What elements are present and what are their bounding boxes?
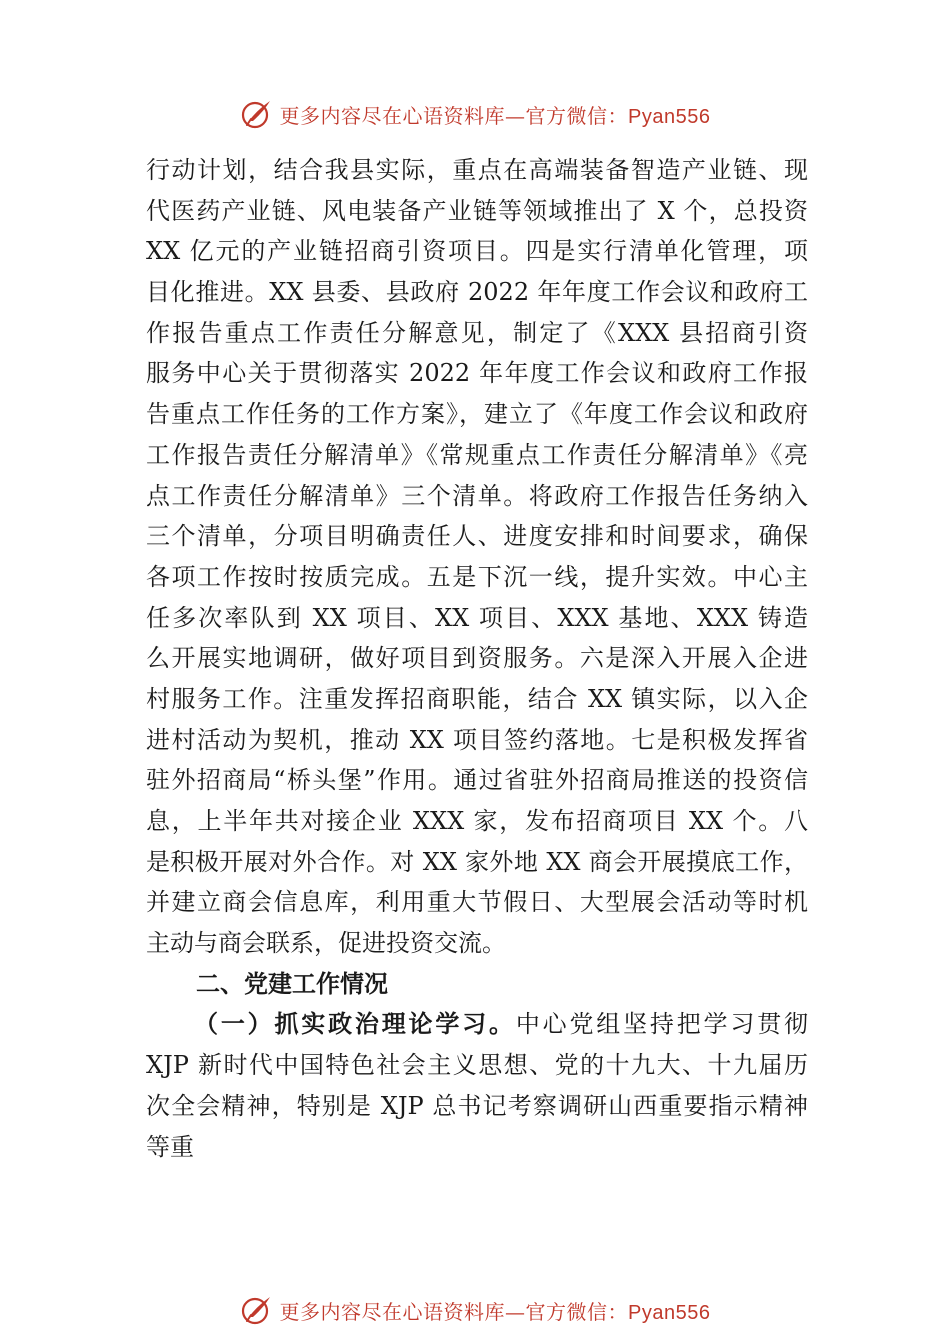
body-line: 点工作责任分解清单》三个清单。将政府工作报告任务纳入 [146, 481, 808, 510]
body-line: 村服务工作。注重发挥招商职能，结合 XX 镇实际，以入企 [146, 684, 808, 713]
body-line: 么开展实地调研，做好项目到资服务。六是深入开展入企进 [146, 644, 808, 673]
body-line: 代医药产业链、风电装备产业链等领域推出了 X 个，总投资 [146, 196, 808, 225]
body-line: 服务中心关于贯彻落实 2022 年年度工作会议和政府工作报 [146, 359, 808, 388]
body-line: 行动计划，结合我县实际，重点在高端装备智造产业链、现 [146, 156, 808, 184]
body-line: 任多次率队到 XX 项目、XX 项目、XXX 基地、XXX 铸造 [146, 603, 808, 632]
footer-banner [0, 1290, 950, 1330]
header-banner [0, 94, 950, 134]
body-line: 工作报告责任分解清单》《常规重点工作责任分解清单》《亮 [146, 440, 808, 469]
subsection-title: （一）抓实政治理论学习。 [194, 1009, 516, 1039]
section-line-first [146, 1004, 808, 1045]
body-line: 进村活动为契机，推动 XX 项目签约落地。七是积极发挥省 [146, 725, 808, 754]
body-line: 息，上半年共对接企业 XXX 家，发布招商项目 XX 个。八 [146, 807, 808, 835]
feather-pen-logo-icon [240, 97, 274, 131]
body-line: XX 亿元的产业链招商引资项目。四是实行清单化管理，项 [146, 237, 808, 266]
section-heading: 二、党建工作情况 [196, 969, 388, 998]
banner-text: 更多内容尽在心语资料库—官方微信：Pyan556 [279, 103, 711, 128]
body-line: 目化推进。XX 县委、县政府 2022 年年度工作会议和政府工 [146, 278, 808, 307]
feather-pen-logo-icon [240, 1293, 274, 1327]
body-line: 告重点工作任务的工作方案》，建立了《年度工作会议和政府 [146, 400, 808, 429]
body-line: 三个清单，分项目明确责任人、进度安排和时间要求，确保 [146, 522, 808, 551]
body-line: 并建立商会信息库，利用重大节假日、大型展会活动等时机 [146, 888, 808, 917]
section-text: 中心党组坚持把学习贯彻 [515, 1010, 808, 1039]
section-line: XJP 新时代中国特色社会主义思想、党的十九大、十九届历 [146, 1051, 808, 1080]
section-line: 次全会精神，特别是 XJP 总书记考察调研山西重要指示精神 [146, 1091, 808, 1120]
body-line: 主动与商会联系，促进投资交流。 [146, 929, 506, 958]
body-line: 各项工作按时按质完成。五是下沉一线，提升实效。中心主 [146, 562, 808, 591]
body-line: 作报告重点工作责任分解意见，制定了《XXX 县招商引资 [146, 318, 808, 347]
wechat-id: Pyan556 [628, 1301, 711, 1324]
document-body [146, 150, 808, 1167]
wechat-id: Pyan556 [628, 105, 711, 128]
body-line: 驻外招商局“桥头堡”作用。通过省驻外招商局推送的投资信 [146, 766, 808, 795]
body-line: 是积极开展对外合作。对 XX 家外地 XX 商会开展摸底工作， [146, 847, 808, 876]
section-line: 等重 [146, 1132, 194, 1161]
banner-text: 更多内容尽在心语资料库—官方微信：Pyan556 [279, 1299, 711, 1324]
